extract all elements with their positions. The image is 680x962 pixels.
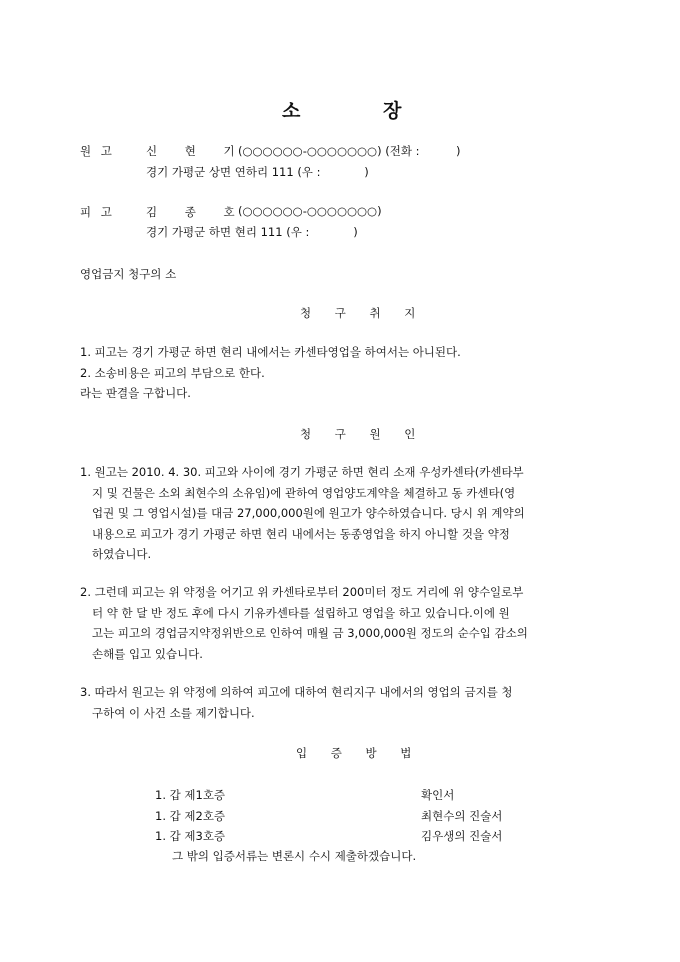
claim-cause-line: 지 및 건물은 소외 최현수의 소유임)에 관하여 영업양도계약을 체결하고 동 카센타(영 <box>92 485 516 500</box>
case-name: 영업금지 청구의 소 <box>80 267 177 281</box>
claim-purpose-line: 1. 피고는 경기 가평군 하면 현리 내에서는 카센타영업을 하여서는 아니된다. <box>80 345 461 359</box>
claim-cause-line: 하였습니다. <box>92 547 152 561</box>
claim-purpose-body <box>80 342 600 404</box>
defendant-role: 피 고 <box>80 205 112 219</box>
claim-cause-line: 업권 및 그 영업시설)를 대금 27,000,000원에 원고가 양수하였습니다. 당시 위 계약의 <box>92 506 525 520</box>
evidence-description: 확인서 <box>421 788 455 802</box>
document-title-right: 장 <box>383 100 402 122</box>
defendant-address: 경기 가평군 하면 현리 111 (우 : ) <box>146 225 358 239</box>
evidence-label: 1. 갑 제2호증 <box>155 809 226 823</box>
plaintiff-id-phone: (○○○○○○-○○○○○○○) (전화 : ) <box>238 144 461 158</box>
evidence-note: 그 밖의 입증서류는 변론시 수시 제출하겠습니다. <box>172 849 417 863</box>
evidence-item <box>155 787 575 805</box>
evidence-label: 1. 갑 제3호증 <box>155 829 226 843</box>
claim-cause-paragraph-3 <box>80 682 600 723</box>
claim-cause-line: 고는 피고의 경업금지약정위반으로 인하여 매월 금 3,000,000원 정도의 순수입 감소의 <box>92 626 528 640</box>
claim-cause-line: 터 약 한 달 반 정도 후에 다시 기유카센타를 설립하고 영업을 하고 있습니다.이에 원 <box>92 605 510 620</box>
claim-cause-paragraph-2 <box>80 582 600 664</box>
claim-cause-paragraph-1 <box>80 462 600 565</box>
claim-cause-line: 구하여 이 사건 소를 제기합니다. <box>92 705 255 720</box>
claim-cause-line: 1. 원고는 2010. 4. 30. 피고와 사이에 경기 가평군 하면 현리 소재 우성카센타(카센타부 <box>80 465 524 479</box>
claim-purpose-line: 라는 판결을 구합니다. <box>80 386 191 400</box>
claim-cause-line: 2. 그런데 피고는 위 약정을 어기고 위 카센타로부터 200미터 정도 거리에 위 양수일로부 <box>80 585 524 599</box>
defendant-id: (○○○○○○-○○○○○○○) <box>238 204 382 218</box>
document-title-left: 소 <box>282 100 301 122</box>
defendant-name: 김 종 호 <box>146 205 235 219</box>
evidence-item <box>155 808 575 826</box>
claim-cause-line: 내용으로 피고가 경기 가평군 하면 현리 내에서는 동종영업을 하지 아니할 것을 약정 <box>92 526 510 541</box>
evidence-heading: 입 증 방 법 <box>296 746 422 760</box>
claim-purpose-heading: 청 구 취 지 <box>300 306 426 320</box>
claim-cause-heading: 청 구 원 인 <box>300 427 426 441</box>
claim-cause-line: 3. 따라서 원고는 위 약정에 의하여 피고에 대하여 현리지구 내에서의 영업의 금지를 청 <box>80 685 513 699</box>
plaintiff-address: 경기 가평군 상면 연하리 111 (우 : ) <box>146 165 369 179</box>
evidence-description: 김우생의 진술서 <box>421 829 503 843</box>
evidence-item <box>155 828 575 846</box>
evidence-label: 1. 갑 제1호증 <box>155 788 226 802</box>
plaintiff-role: 원 고 <box>80 144 112 158</box>
claim-purpose-line: 2. 소송비용은 피고의 부담으로 한다. <box>80 365 265 380</box>
claim-cause-line: 손해를 입고 있습니다. <box>92 646 203 661</box>
evidence-description: 최현수의 진술서 <box>421 809 503 823</box>
plaintiff-name: 신 현 기 <box>146 144 235 158</box>
